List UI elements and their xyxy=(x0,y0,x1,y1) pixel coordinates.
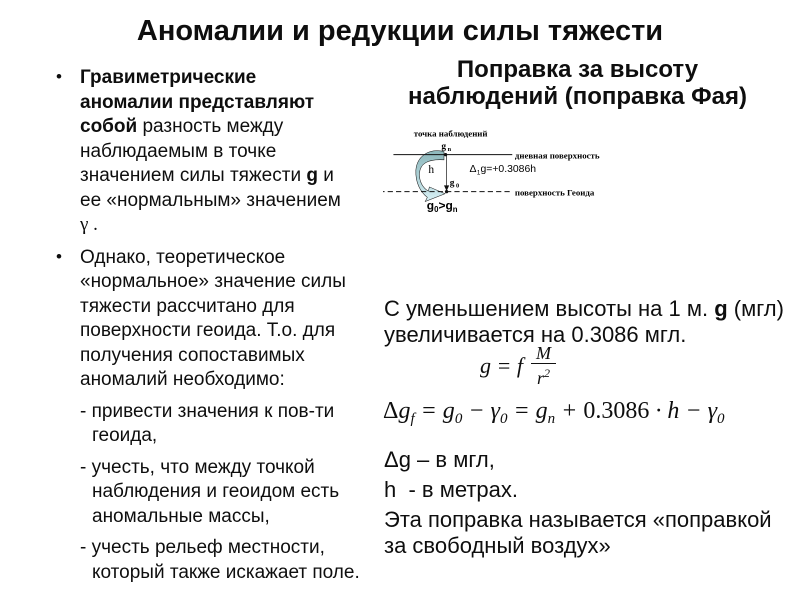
reduction-arrow-icon xyxy=(416,151,445,202)
fraction-numerator: M xyxy=(531,344,556,364)
gravity-formula-fraction xyxy=(531,344,556,388)
dash-item: - учесть рельеф местности, который также искажает поле. xyxy=(80,537,360,583)
faye-correction-label: Δ xyxy=(469,163,477,175)
delta-g-units-note: Δg – в мгл, xyxy=(384,447,495,472)
height-effect-text-line1 xyxy=(384,296,784,322)
gravity-formula-lhs: g = f xyxy=(480,353,523,378)
theory-bullet xyxy=(52,246,348,393)
faye-correction-sub: 1 xyxy=(476,169,481,177)
g0-vector-sub: 0 xyxy=(455,182,460,190)
faye-heading-line2: наблюдений (поправка Фая) xyxy=(407,83,747,110)
theory-text: Однако, теоретическое «нормальное» значение силы тяжести рассчитано для поверхности геоида. Т.о. для получения сопоставимых аномалий необходимо: xyxy=(80,246,346,390)
gn-vector-sub: n xyxy=(447,145,452,153)
dash-item: - учесть, что между точкой наблюдения и геоидом есть аномальные массы, xyxy=(80,456,340,527)
h-symbol: h xyxy=(384,477,397,502)
geoid-surface-label: поверхность Геоида xyxy=(514,187,595,198)
free-air-note-line1: Эта поправка называется «поправкой xyxy=(384,507,772,532)
faye-diagram xyxy=(383,112,800,290)
bullet-dot-icon: • xyxy=(56,67,62,86)
height-effect-text-line2: увеличивается на 0.3086 мгл. xyxy=(384,322,687,347)
free-air-note-line2: за свободный воздух» xyxy=(384,533,611,558)
geoid-point-dot xyxy=(445,190,448,193)
intro-bold-text: Гравиметрические аномалии представляют собой xyxy=(80,67,315,137)
faye-heading xyxy=(375,56,780,110)
g-inequality: $g_0>g_n$ xyxy=(426,198,458,214)
observation-point-label: точка наблюдений xyxy=(413,128,488,139)
intro-text-tail: и ее «нормальным» значением xyxy=(80,165,341,211)
faye-correction-rest: g=+0.3086h xyxy=(480,163,537,175)
fraction-denominator: $r^2$ xyxy=(536,366,550,388)
gravity-formula xyxy=(480,344,556,388)
faye-formula: $\Delta g_f = g_0 - \gamma_0 = g_n + 0.3086 \cdot h - \gamma_0$ xyxy=(383,398,725,427)
day-surface-label: дневная поверхность xyxy=(514,150,600,161)
intro-bullet xyxy=(52,66,348,238)
height-label: h xyxy=(428,163,435,176)
height-effect-post: (мгл) xyxy=(727,296,784,321)
h-units-note xyxy=(384,477,518,503)
g-symbol: g xyxy=(714,296,728,321)
observation-point-dot xyxy=(444,153,447,156)
left-column xyxy=(52,66,360,585)
gn-vector-label: g xyxy=(441,141,447,152)
g0-vector-label: g xyxy=(449,178,455,189)
gamma-symbol: γ . xyxy=(80,214,98,235)
slide-title: Аномалии и редукции силы тяжести xyxy=(136,15,664,47)
h-units-text: - в метрах. xyxy=(396,477,519,502)
height-effect-pre: С уменьшением высоты на 1 м. xyxy=(384,296,715,321)
dash-item: - привести значения к пов-ти геоида, xyxy=(80,400,335,446)
free-air-note xyxy=(384,507,772,559)
intro-text: разность между наблюдаемым в точке значением силы тяжести xyxy=(80,116,307,186)
faye-heading-line1: Поправка за высоту xyxy=(456,56,699,83)
g-symbol: g xyxy=(306,165,318,186)
bullet-dot-icon: • xyxy=(56,246,62,266)
